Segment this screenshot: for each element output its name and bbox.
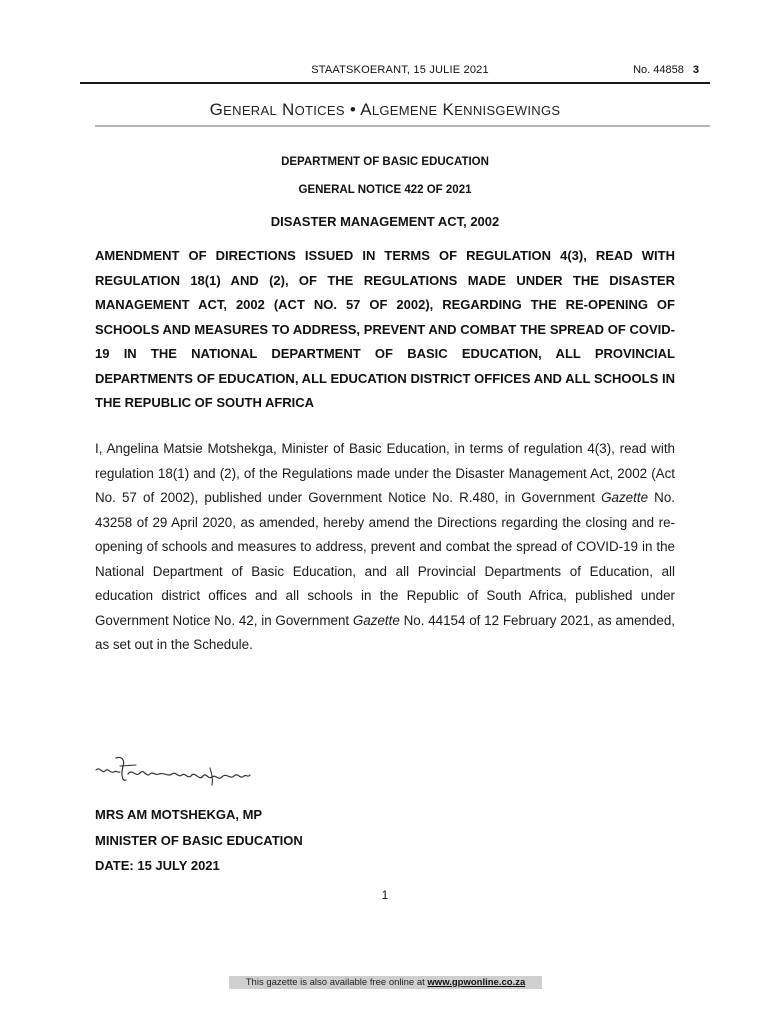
title-initial: N (282, 100, 295, 119)
body-text-part: I, Angelina Matsie Motshekga, Minister of Basic Education, in terms of regulation 4(3), read with regulation 18(1) and (2), of the Regulations made under the Disaster Management Act, 2002 (Act No. 57 of 2002), published under Government Notice No. R.480, in Government (95, 441, 675, 505)
signature-image (92, 752, 262, 798)
signatory-name: MRS AM MOTSHEKGA, MP (95, 807, 263, 822)
title-smallcaps: LGEMENE (371, 103, 438, 118)
header-page-number: 3 (692, 64, 699, 76)
title-smallcaps: OTICES (294, 103, 345, 118)
body-text-part: No. 43258 of 29 April 2020, as amended, hereby amend the Directions regarding the closing and re-opening of schools and measures to address, prevent and combat the spread of COVID-19 in the National Department of Basic Education, and all Provincial Departments of Education, all education district offices and all schools in the Republic of South Africa, published under Government Notice No. 42, in Government (95, 490, 676, 628)
footer-banner (229, 976, 542, 989)
section-title (0, 100, 770, 120)
issue-number: No. 44858 (633, 64, 684, 76)
title-initial: A (360, 100, 372, 119)
page-number: 1 (381, 888, 389, 902)
title-smallcaps: ENERAL (223, 103, 277, 118)
title-initial: K (442, 100, 455, 119)
gazette-title: STAATSKOERANT, 15 JULIE 2021 (311, 64, 489, 76)
header-rule (80, 82, 710, 84)
title-bullet: • (349, 100, 357, 119)
gazette-italic: Gazette (601, 490, 649, 505)
notice-number: GENERAL NOTICE 422 OF 2021 (298, 184, 472, 196)
act-title: DISASTER MANAGEMENT ACT, 2002 (270, 214, 500, 229)
amendment-title: AMENDMENT OF DIRECTIONS ISSUED IN TERMS OF REGULATION 4(3), READ WITH REGULATION 18(1) AND (2), OF THE REGULATIONS MADE UNDER THE DISASTER MANAGEMENT ACT, 2002 (ACT NO. 57 OF 2002), REGARDING THE RE-OPENING OF SCHOOLS AND MEASURES TO ADDRESS, PREVENT AND COMBAT THE SPREAD OF COVID-19 IN THE NATIONAL DEPARTMENT OF BASIC EDUCATION, ALL PROVINCIAL DEPARTMENTS OF EDUCATION, ALL EDUCATION DISTRICT OFFICES AND ALL SCHOOLS IN THE REPUBLIC OF SOUTH AFRICA (95, 248, 675, 410)
page-header (95, 64, 705, 82)
gazette-italic: Gazette (352, 612, 400, 628)
footer-text: This gazette is also available free online at (245, 977, 428, 988)
body-text-part: No. 44154 of 12 February 2021, as amended, as set out in the Schedule. (95, 612, 675, 652)
body-paragraph (95, 437, 675, 658)
section-rule (95, 125, 710, 127)
signatory-title: MINISTER OF BASIC EDUCATION (95, 832, 303, 848)
signature-block (95, 802, 303, 879)
department-heading: DEPARTMENT OF BASIC EDUCATION (281, 156, 489, 168)
title-smallcaps: ENNISGEWINGS (454, 103, 561, 118)
title-initial: G (209, 100, 224, 119)
footer-link[interactable]: www.gpwonline.co.za (427, 977, 526, 988)
issue-info (633, 64, 699, 76)
signatory-date: DATE: 15 JULY 2021 (95, 858, 220, 873)
